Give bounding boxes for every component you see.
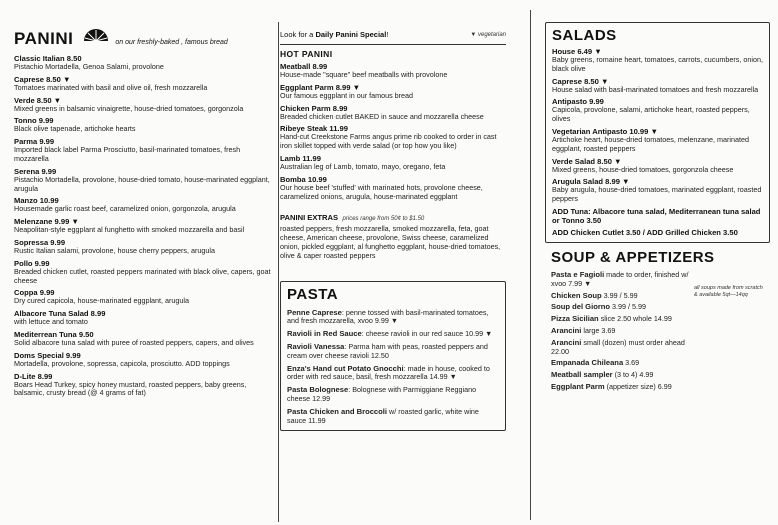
panini-section [14,0,276,398]
menu-item [551,371,701,380]
menu-item-desc: Australian leg of Lamb, tomato, mayo, oregano, feta [280,161,446,171]
special-suffix: ! [386,30,389,39]
menu-item-desc: House-made "square" beef meatballs with provolone [280,70,448,79]
special-bold: Daily Panini Special [315,30,387,39]
menu-item [287,408,499,426]
menu-item-desc: Mixed greens in balsamic vinaigrette, house-dried tomatoes, gorgonzola [14,103,244,113]
menu-item-name: Ravioli in Red Sauce [287,329,362,339]
menu-item [14,330,276,348]
menu-item [280,175,506,202]
menu-item-name: Chicken Soup [551,290,602,300]
menu-item-name: Eggplant Parm 8.99 ▼ [280,82,361,92]
panini-extras-title: PANINI EXTRAS [280,213,339,223]
menu-item-name: Ribeye Steak 11.99 [280,124,348,134]
menu-item [551,383,701,392]
menu-item-desc: (appetizer size) 6.99 [604,381,672,391]
menu-item [14,217,276,235]
menu-item-desc: Baby greens, romaine heart, tomatoes, carrots, cucumbers, onion, black olive [552,55,763,73]
menu-item [551,359,701,368]
menu-item-name: Eggplant Parm [551,381,605,391]
menu-item-name: Pasta Chicken and Broccoli [287,406,388,416]
menu-item-name: Pasta e Fagioli [551,269,605,279]
menu-item [14,351,276,369]
menu-item-desc: slice 2.50 whole 14.99 [598,314,672,324]
menu-item [280,124,506,151]
menu-item [551,339,701,357]
soup-section [545,249,770,392]
menu-item [287,343,499,361]
menu-item-desc: Pistachio Mortadella, Genoa Salami, provolone [14,62,164,71]
pasta-title: PASTA [287,285,339,303]
menu-item [551,271,701,289]
menu-item [14,309,276,327]
menu-item-desc: Black olive tapenade, artichoke hearts [14,124,136,134]
menu-item-desc: : made in house, cooked to order with red sauce, basil, fresh mozzarella 14.99 ▼ [287,363,490,382]
menu-item-desc: : Parma ham with peas, roasted peppers and cream over cheese ravioli 12.50 [287,341,488,360]
menu-item-name: Chicken Parm 8.99 [280,103,348,113]
menu-item-name: Sopressa 9.99 [14,237,66,247]
menu-item-name: Arancini [551,337,582,347]
menu-item-desc: w/ roasted garlic, white wine sauce 11.99 [287,406,479,425]
menu-item-name: Enza's Hand cut Potato Gnocchi [287,363,404,373]
sun-logo-icon [83,26,109,47]
menu-item [280,154,506,172]
panini-extras-desc: roasted peppers, fresh mozzarella, smoked mozzarella, feta, goat cheese, American cheese, provolone, Swiss cheese, caramelized onion, pickled eggplant, al funghetto eggplant, house-dried tomatoes, olive & caper roasted peppers [280,224,501,260]
menu-item-name: Vegetarian Antipasto 10.99 ▼ [552,126,658,136]
menu-item [287,309,499,327]
menu-item-name: Meatball sampler [551,370,613,380]
menu-item [552,77,763,95]
menu-item [14,238,276,256]
soup-list [551,271,701,392]
menu-item [551,292,701,301]
menu-item-name: Caprese 8.50 ▼ [14,74,71,84]
menu-item-name: Meatball 8.99 [280,62,328,71]
menu-item-name: Coppa 9.99 [14,288,55,298]
menu-item-name: Verde Salad 8.50 ▼ [552,156,622,166]
salads-title: SALADS [552,27,617,44]
menu-item-desc: Boars Head Turkey, spicy honey mustard, roasted peppers, baby greens, balsamic, crusty bread (@ 4 grams of fat) [14,379,247,398]
right-column [545,0,770,392]
menu-item [552,177,763,204]
menu-item-desc: 3.69 [623,358,640,368]
salads-box [545,22,770,243]
menu-item-desc: Artichoke heart, house-dried tomatoes, melenzane, marinated eggplant, roasted peppers [552,134,749,153]
menu-item [14,167,276,194]
column-divider [530,10,531,520]
panini-extras-note: prices range from 50¢ to $1.50 [342,216,425,223]
menu-item-desc: Rustic Italian salami, provolone, house cherry peppers, arugula [14,245,215,255]
salad-add-tuna: ADD Tuna: Albacore tuna salad, Mediterranean tuna salad or Tonno 3.50 [552,206,761,225]
menu-item-desc: Dry cured capicola, house-marinated eggplant, arugula [14,296,189,306]
menu-item-desc: Baby arugula, house-dried tomatoes, marinated eggplant, roasted peppers [552,185,762,204]
menu-item-name: Mediterrean Tuna 9.50 [14,329,94,339]
menu-item [14,372,276,399]
menu-item [551,327,701,336]
salad-add-chicken: ADD Chicken Cutlet 3.50 / ADD Grilled Chicken 3.50 [552,227,738,237]
menu-item-desc: Pistachio Mortadella, provolone, house-dried tomato, house-marinated eggplant, arugula [14,174,270,193]
menu-item-name: D-Lite 8.99 [14,371,53,381]
menu-item [552,157,763,175]
menu-item-name: Soup del Giorno [551,302,611,312]
menu-item [14,116,276,134]
menu-item-name: Pollo 9.99 [14,258,50,268]
menu-item [14,288,276,306]
menu-item [14,75,276,93]
menu-item-name: Antipasto 9.99 [552,97,604,107]
menu-item [287,386,499,404]
menu-item-name: Doms Special 9.99 [14,350,81,360]
menu-item-desc: : penne tossed with basil-marinated tomatoes, and fresh mozzarella, xvoo 9.99 ▼ [287,307,489,326]
menu-item [280,62,506,80]
menu-item-desc: Breaded chicken cutlet, roasted peppers marinated with black olive, capers, goat cheese [14,266,271,285]
menu-item-desc: Capicola, provolone, salami, artichoke heart, roasted peppers, olives [552,105,750,124]
menu-item [552,127,763,154]
menu-item-name: Serena 9.99 [14,166,57,176]
salads-list [552,47,763,204]
menu-item-desc: Our famous eggplant in our famous bread [280,90,414,100]
menu-item [280,83,506,101]
panini-list [14,54,276,398]
menu-item-desc: Our house beef 'stuffed' with marinated hots, provolone cheese, caramelized onions, arugula, house-marinated eggplant [280,182,483,201]
menu-item-name: Classic Italian 8.50 [14,54,82,63]
menu-item-desc: 3.99 / 5.99 [610,302,647,312]
menu-item-desc: small (dozen) must order ahead 22.00 [551,337,685,356]
menu-item-desc: large 3.69 [581,325,616,335]
menu-item-name: Verde 8.50 ▼ [14,95,62,105]
menu-item-name: Empanada Chileana [551,358,624,368]
menu-item-desc: 3.99 / 5.99 [601,290,638,300]
menu-item-desc: Mixed greens, house-dried tomatoes, gorgonzola cheese [552,164,734,174]
menu-item [14,196,276,214]
pasta-list [287,309,499,426]
menu-item-desc: Tomatoes marinated with basil and olive oil, fresh mozzarella [14,82,208,92]
middle-column [280,0,506,431]
menu-item-name: Caprese 8.50 ▼ [552,76,609,86]
menu-item-desc: Hand-cut Creekstone Farms angus prime rib cooked to order in cast iron skillet topped with verde salad (or top how you like) [280,132,497,151]
menu-item [14,96,276,114]
menu-item [551,315,701,324]
pasta-box [280,281,506,432]
menu-item [280,104,506,122]
menu-item-desc: Imported black label Parma Prosciutto, basil-marinated tomatoes, fresh mozzarella [14,145,241,163]
panini-title: PANINI [14,29,74,48]
menu-item-desc: made to order, finished w/ xvoo 7.99 ▼ [551,269,689,288]
menu-item-name: Melenzane 9.99 ▼ [14,217,79,227]
menu-item [14,137,276,164]
menu-item-name: Penne Caprese [287,307,342,317]
menu-item-desc: with lettuce and tomato [14,317,88,327]
soup-title: SOUP & APPETIZERS [551,248,715,266]
menu-item-desc: (3 to 4) 4.99 [612,370,654,380]
hot-panini-title: HOT PANINI [280,49,333,59]
menu-item-name: Arugula Salad 8.99 ▼ [552,177,630,187]
menu-item-desc: Neapolitan-style eggplant al funghetto with smoked mozzarella and basil [14,225,245,235]
column-divider [278,22,279,522]
daily-special-note [280,30,388,39]
vegetarian-legend: ▼ vegetarian [470,31,506,38]
menu-item-name: Bomba 10.99 [280,174,327,184]
menu-item-name: Manzo 10.99 [14,196,59,206]
menu-item [14,54,276,72]
menu-item-desc: Mortadella, provolone, sopressa, capicola, prosciutto. ADD toppings [14,358,230,368]
menu-item-desc: Solid albacore tuna salad with puree of roasted peppers, capers, and olives [14,337,254,347]
menu-item-name: House 6.49 ▼ [552,47,602,56]
menu-item-desc: Breaded chicken cutlet BAKED in sauce and mozzarella cheese [280,111,484,121]
menu-item-name: Parma 9.99 [14,137,55,147]
menu-item-desc: House salad with basil-marinated tomatoes and fresh mozzarella [552,84,759,94]
menu-item-name: Tonno 9.99 [14,116,54,126]
menu-item-name: Arancini [551,325,582,335]
menu-item-name: Pasta Bolognese [287,385,349,395]
menu-item [287,330,499,339]
menu-item-name: Lamb 11.99 [280,153,321,163]
menu-item [552,97,763,124]
menu-item-name: Ravioli Vanessa [287,341,345,351]
special-prefix: Look for a [280,30,316,39]
panini-tagline: on our freshly-baked , famous bread [115,39,228,46]
menu-item-desc: Housemade garlic roast beef, caramelized onion, gorgonzola, arugula [14,204,236,214]
menu-item [551,303,701,312]
menu-item-name: Pizza Sicilian [551,314,599,324]
menu-item-desc: : cheese ravioli in our red sauce 10.99 ▼ [361,329,493,339]
menu-item [287,365,499,383]
soup-note: all soups made from scratch & available 5qt—14qq [694,284,763,298]
menu-item [14,259,276,286]
menu-item-name: Albacore Tuna Salad 8.99 [14,309,106,319]
menu-item-desc: : Bolognese with Parmiggiane Reggiano cheese 12.99 [287,385,477,403]
hot-panini-list [280,62,506,201]
menu-item [552,47,763,74]
